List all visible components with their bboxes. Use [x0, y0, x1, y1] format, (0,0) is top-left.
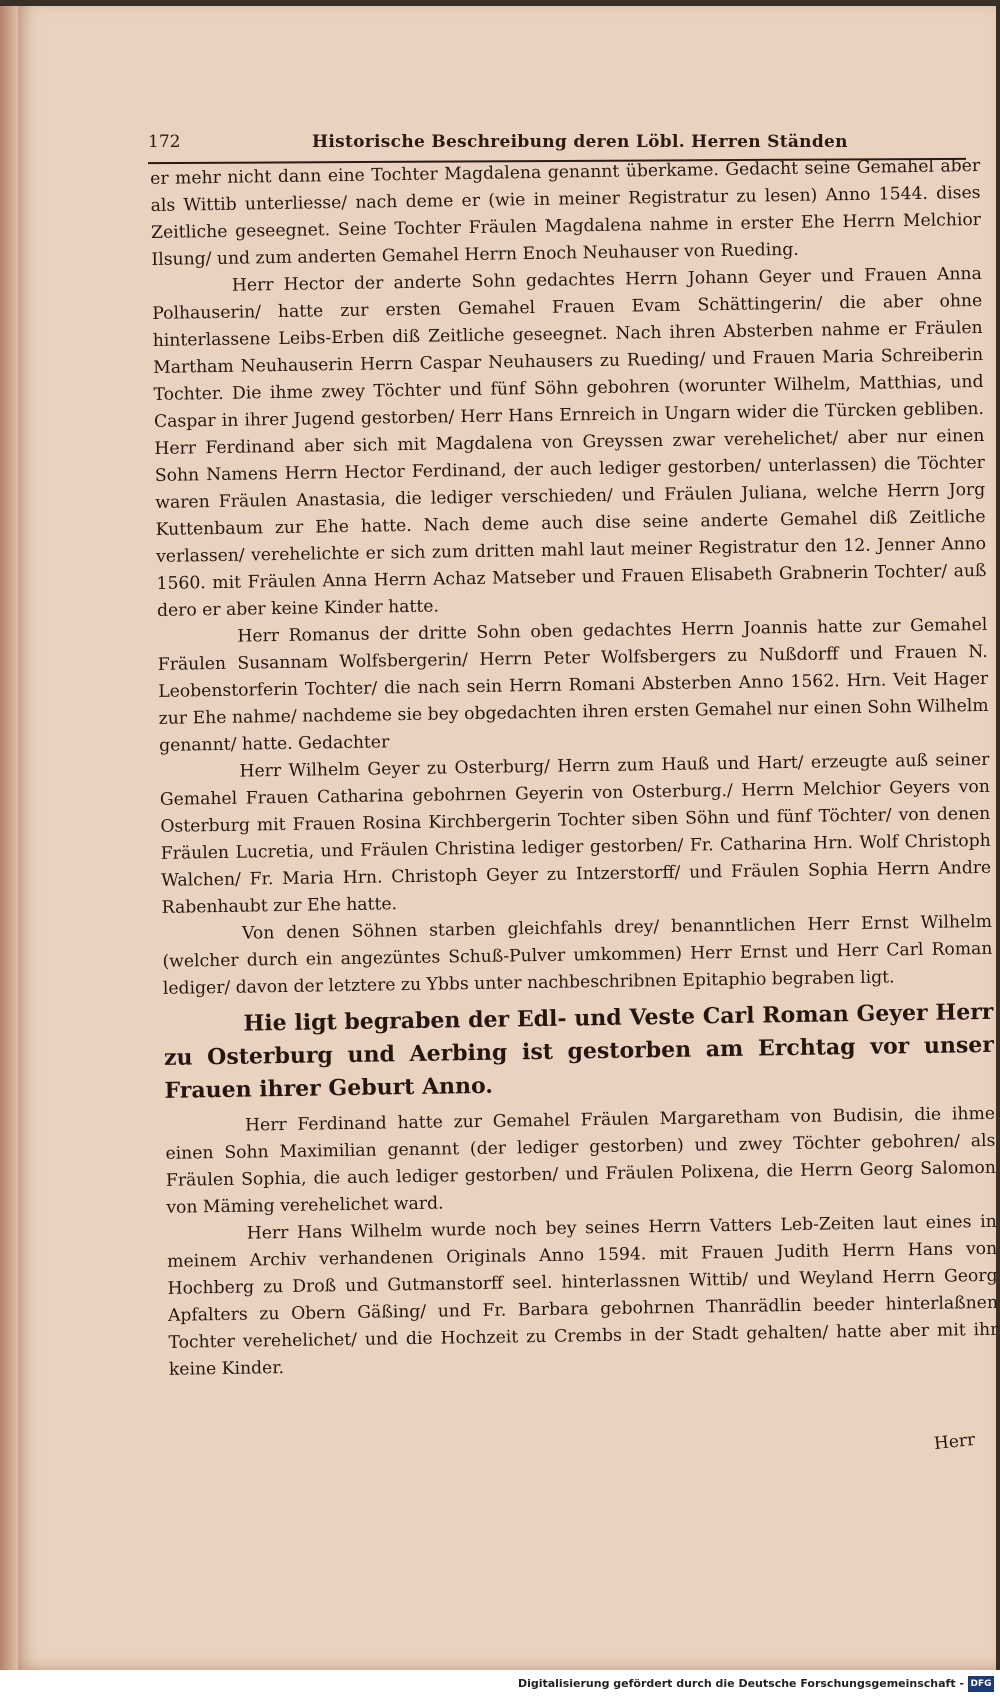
paragraph: Von denen Söhnen starben gleichfahls drey/ benanntlichen Herr Ernst Wilhelm (welcher durch ein angezüntes Schuß-Pulver umkommen) Herr Ernst und Herr Carl Roman lediger/ davon der letztere zu Ybbs unter nachbeschribnen Epitaphio begraben ligt.: [162, 911, 993, 999]
paragraph: Herr Wilhelm Geyer zu Osterburg/ Herrn zum Hauß und Hart/ erzeugte auß seiner Gemahel Frauen Catharina gebohrnen Geyerin von Osterburg./ Herrn Melchior Geyers von Osterburg mit Frauen Rosina Kirchbergerin Tochter siben Söhn und fünf Töchter/ von denen Fräulen Lucretia, und Fräulen Christina lediger gestorben/ Fr. Catharina Hrn. Wolf Christoph Walchen/ Fr. Maria Hrn. Christoph Geyer zu Intzerstorff/ und Fräulen Sophia Herrn Andre Rabenhaubt zur Ehe hatte.: [159, 749, 992, 918]
footer-credit: Digitalisierung gefördert durch die Deutsche Forschungsgemeinschaft -: [517, 1677, 964, 1690]
page-number: 172: [148, 132, 181, 152]
digitization-footer: [0, 1670, 1000, 1702]
paragraph: Herr Hector der anderte Sohn gedachtes Herrn Johann Geyer und Frauen Anna Polhauserin/ hatte zur ersten Gemahel Frauen Evam Schättingerin/ die aber ohne hinterlassene Leibs-Erben diß Zeitliche geseegnet. Nach ihren Absterben nahme er Fräulen Martham Neuhauserin Herrn Caspar Neuhausers zu Rueding/ und Frauen Maria Schreiberin Tochter. Die ihme zwey Töchter und fünf Söhn gebohren (worunter Wilhelm, Matthias, und Caspar in ihrer Jugend gestorben/ Herr Hans Ernreich in Ungarn wider die Türcken gebliben. Herr Ferdinand aber sich mit Magdalena von Greyssen zwar verehelichet/ aber nur einen Sohn Namens Herrn Hector Ferdinand, der auch lediger gestorben/ unterlassen) die Töchter waren Fräulen Anastasia, die lediger verschieden/ und Fräulen Juliana, welche Herrn Jorg Kuttenbaum zur Ehe hatte. Nach deme auch dise seine anderte Gemahel diß Zeitliche verlassen/ verehelichte er sich zum dritten mahl laut meiner Registratur den 12. Jenner Anno 1560. mit Fräulen Anna Herrn Achaz Matseber und Frauen Elisabeth Grabnerin Tochter/ auß dero er aber keine Kinder hatte.: [152, 263, 987, 621]
epitaph-inscription: Hie ligt begraben der Edl- und Veste Carl Roman Geyer Herr zu Osterburg und Aerbing ist gestorben am Erchtag vor unser Frauen ihrer Geburt Anno.: [163, 998, 995, 1104]
catchword: Herr: [933, 1429, 977, 1455]
dfg-logo: DFG: [968, 1676, 994, 1692]
running-head: Historische Beschreibung deren Löbl. Herren Ständen: [312, 132, 848, 152]
paragraph: er mehr nicht dann eine Tochter Magdalena genannt überkame. Gedacht seine Gemahel aber als Wittib unterliesse/ nach deme er (wie in meiner Registratur zu lesen) Anno 1544. dises Zeitliche geseegnet. Seine Tochter Fräulen Magdalena nahme in erster Ehe Herrn Melchior Ilsung/ und zum anderten Gemahel Herrn Enoch Neuhauser von Rueding.: [150, 155, 982, 270]
paragraph: Herr Ferdinand hatte zur Gemahel Fräulen Margaretham von Budisin, die ihme einen Sohn Maximilian genannt (der lediger gestorben) und zwey Töchter gebohren/ als Fräulen Sophia, die auch lediger gestorben/ und Fräulen Polixena, die Herrn Georg Salomon von Mäming verehelichet ward.: [165, 1103, 996, 1218]
body-text: [150, 153, 999, 1384]
paragraph: Herr Hans Wilhelm wurde noch bey seines Herrn Vatters Leb-Zeiten laut eines in meinem Archiv verhandenen Originals Anno 1594. mit Frauen Judith Herrn Hans von Hochberg zu Droß und Gutmanstorff seel. hinterlassnen Wittib/ und Weyland Herrn Georg Apfalters zu Obern Gäßing/ und Fr. Barbara gebohrnen Thanrädlin beeder hinterlaßnen Tochter verehelichet/ und die Hochzeit zu Crembs in der Stadt gehalten/ hatte aber mit ihr keine Kinder.: [167, 1211, 999, 1380]
paragraph: Herr Romanus der dritte Sohn oben gedachtes Herrn Joannis hatte zur Gemahel Fräulen Susannam Wolfsbergerin/ Herrn Peter Wolfsbergers zu Nußdorff und Frauen N. Leobenstorferin Tochter/ die nach sein Herrn Romani Absterben Anno 1562. Hrn. Veit Hager zur Ehe nahme/ nachdeme sie bey obgedachten ihren ersten Gemahel nur einen Sohn Wilhelm genannt/ hatte. Gedachter: [157, 614, 989, 756]
